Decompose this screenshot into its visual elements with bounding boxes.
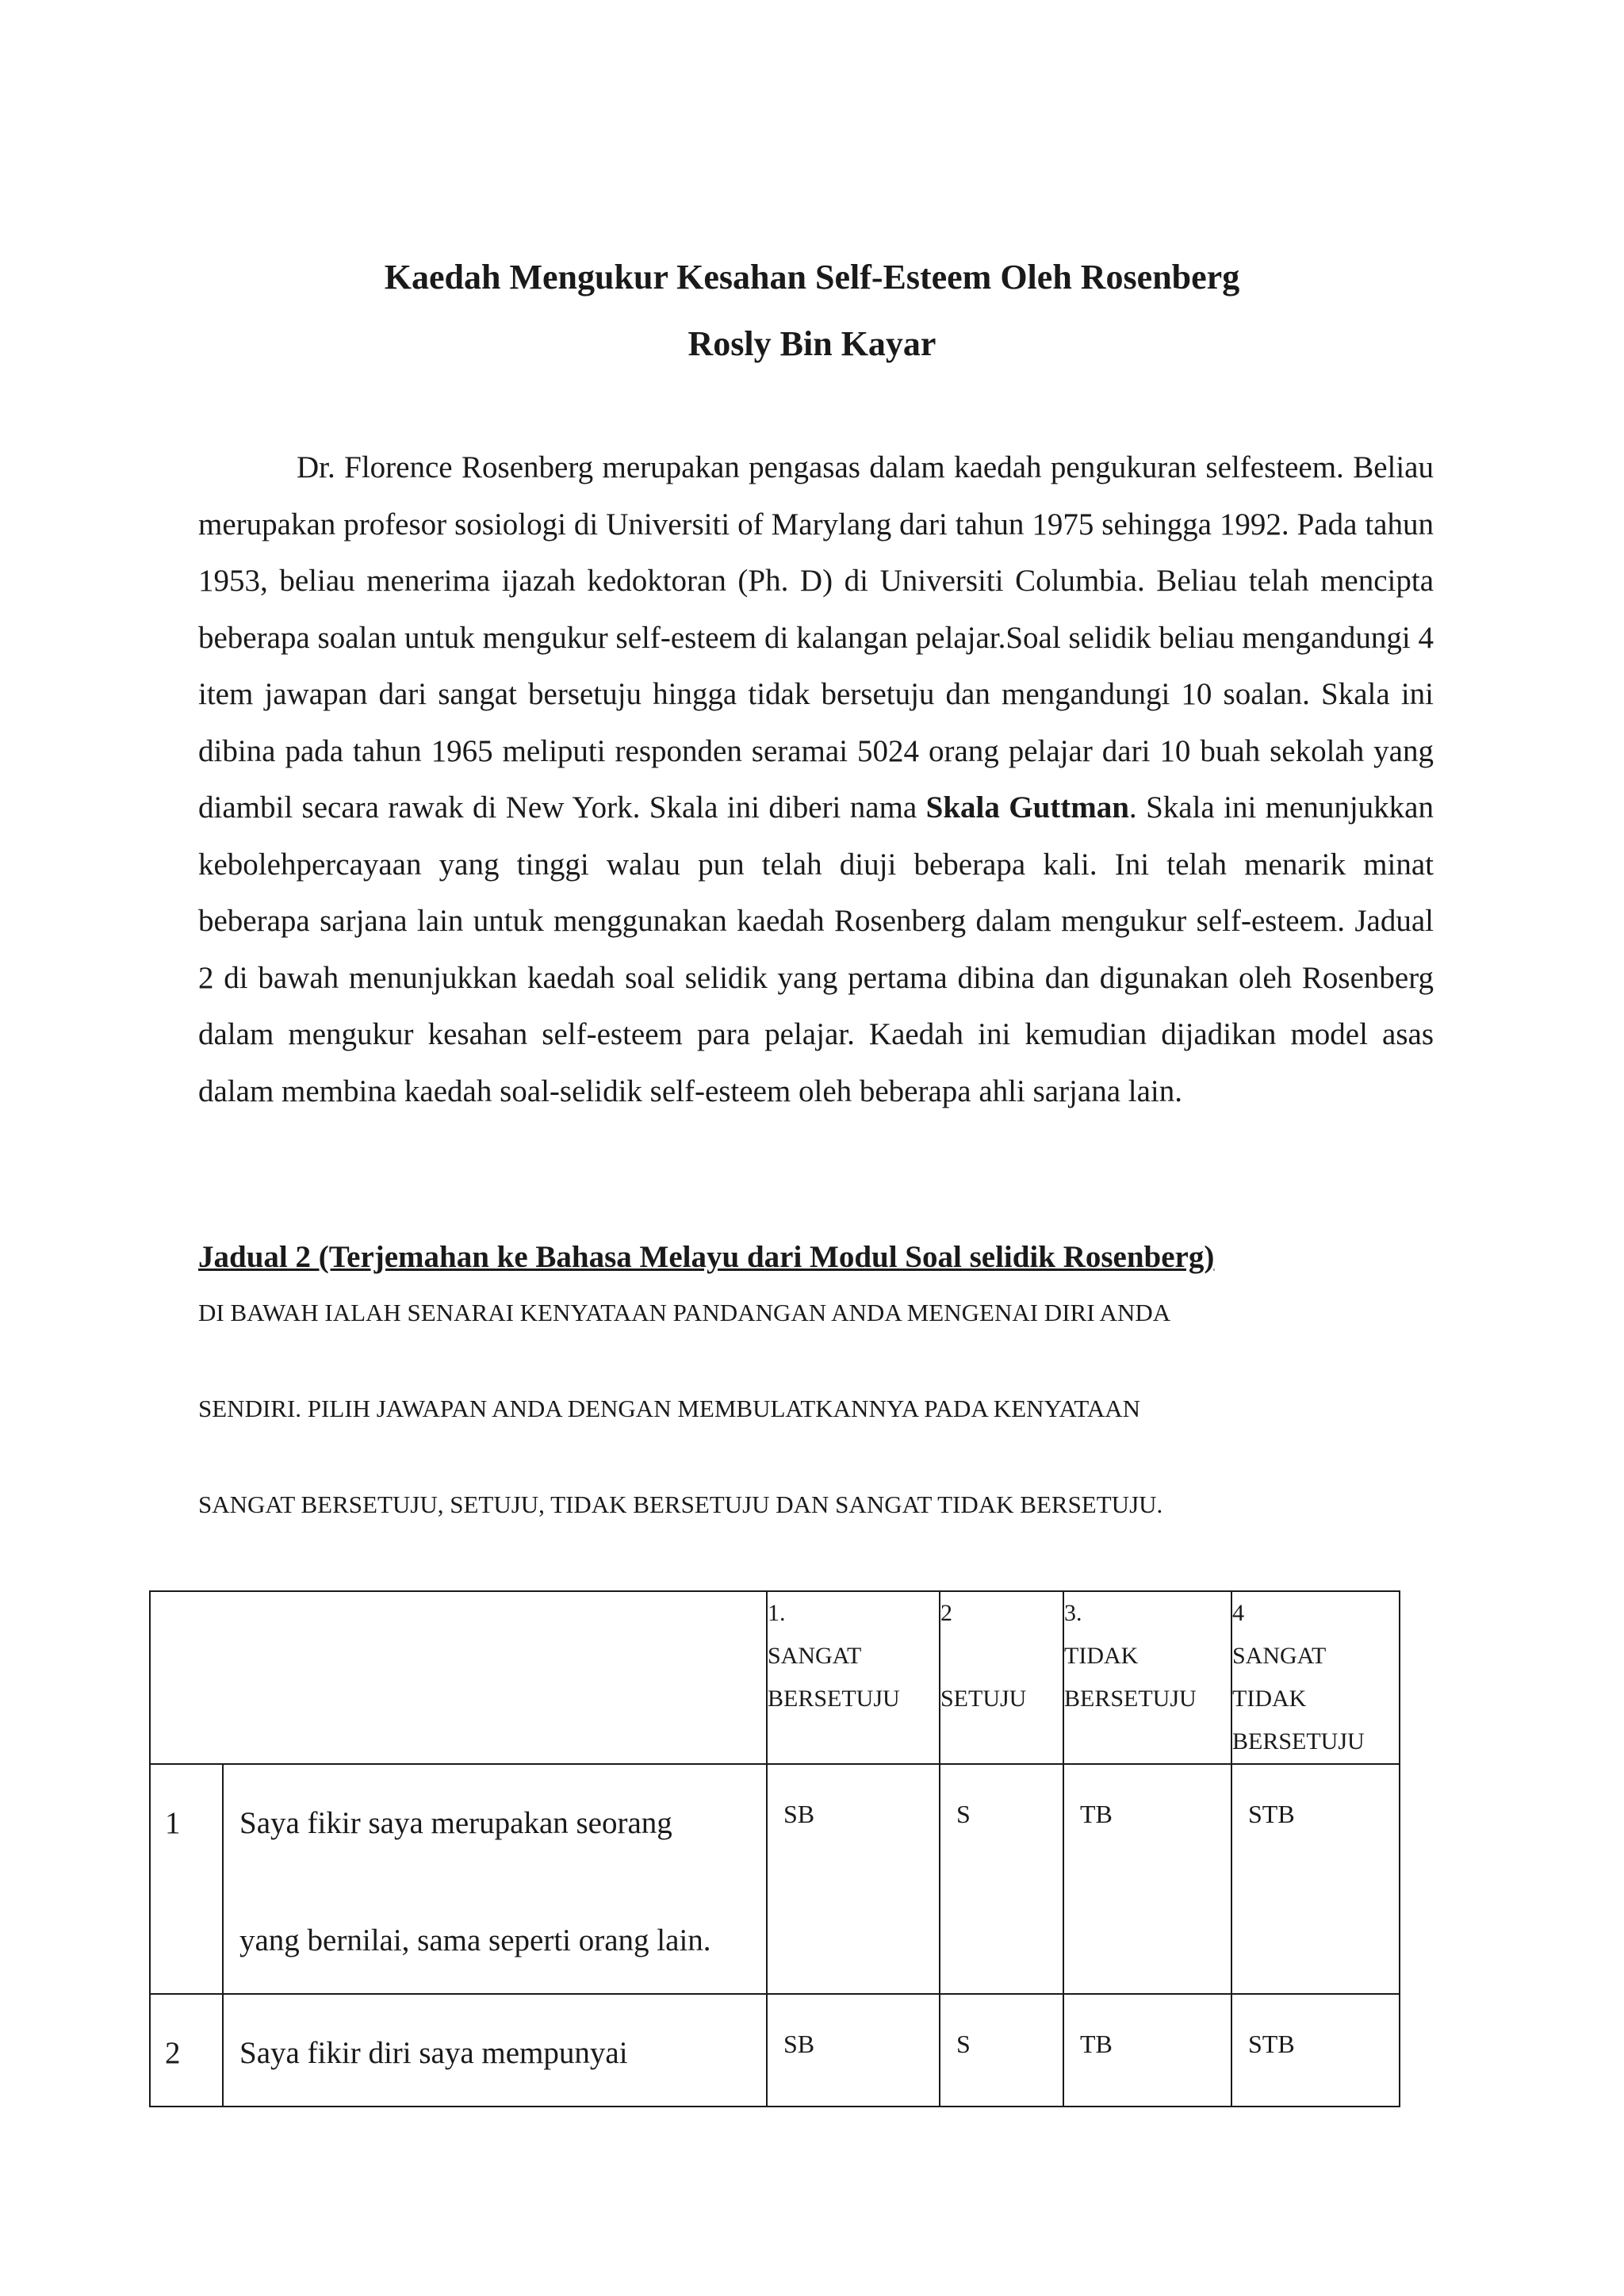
paragraph-text-part2: . Skala ini menunjukkan kebolehpercayaan yang tinggi walau pun telah diuji beberapa kali. Ini telah menarik minat beberapa sarjana lain untuk menggunakan kaedah Rosenberg dalam mengukur self-esteem. Jadual 2 di bawah menunjukkan kaedah soal selidik yang pertama dibina dan digunakan oleh Rosenberg dalam mengukur kesahan self-esteem para pelajar. Kaedah ini kemudian dijadikan model asas dalam membina kaedah soal-selidik self-esteem oleh beberapa ahli sarjana lain. bbox=[198, 790, 1434, 1108]
row-code-tb: TB bbox=[1063, 1994, 1231, 2107]
row-code-s: S bbox=[940, 1994, 1063, 2107]
row-code-stb: STB bbox=[1231, 1994, 1400, 2107]
instruction-line-2: SENDIRI. PILIH JAWAPAN ANDA DENGAN MEMBULATKANNYA PADA KENYATAAN bbox=[198, 1395, 1141, 1422]
row-number: 2 bbox=[150, 1994, 223, 2107]
row-code-sb: SB bbox=[767, 1764, 940, 1994]
table-heading: Jadual 2 (Terjemahan ke Bahasa Melayu dari Modul Soal selidik Rosenberg) bbox=[198, 1240, 1215, 1274]
document-title: Kaedah Mengukur Kesahan Self-Esteem Oleh Rosenberg bbox=[384, 258, 1240, 297]
header-cell-sangat-bersetuju: 1. SANGAT BERSETUJU bbox=[767, 1591, 940, 1764]
header-cell-tidak-bersetuju: 3. TIDAK BERSETUJU bbox=[1063, 1591, 1231, 1764]
row-statement: Saya fikir saya merupakan seorang yang bernilai, sama seperti orang lain. bbox=[223, 1764, 767, 1994]
table-header-row bbox=[150, 1591, 1400, 1764]
header-empty-cell bbox=[150, 1591, 767, 1764]
survey-table bbox=[149, 1590, 1400, 2107]
row-statement: Saya fikir diri saya mempunyai bbox=[223, 1994, 767, 2107]
instruction-line-3: SANGAT BERSETUJU, SETUJU, TIDAK BERSETUJU DAN SANGAT TIDAK BERSETUJU. bbox=[198, 1490, 1163, 1518]
header-cell-setuju: 2 SETUJU bbox=[940, 1591, 1063, 1764]
table-row bbox=[150, 1764, 1400, 1994]
instruction-line-1: DI BAWAH IALAH SENARAI KENYATAAN PANDANGAN ANDA MENGENAI DIRI ANDA bbox=[198, 1299, 1171, 1326]
paragraph-text-part1: Dr. Florence Rosenberg merupakan pengasas dalam kaedah pengukuran selfesteem. Beliau merupakan profesor sosiologi di Universiti of Marylang dari tahun 1975 sehingga 1992. Pada tahun 1953, beliau menerima ijazah kedoktoran (Ph. D) di Universiti Columbia. Beliau telah mencipta beberapa soalan untuk mengukur self-esteem di kalangan pelajar.Soal selidik beliau mengandungi 4 item jawapan dari sangat bersetuju hingga tidak bersetuju dan mengandungi 10 soalan. Skala ini dibina pada tahun 1965 meliputi responden seramai 5024 orang pelajar dari 10 buah sekolah yang diambil secara rawak di New York. Skala ini diberi nama bbox=[198, 450, 1434, 825]
paragraph-bold-term: Skala Guttman bbox=[925, 790, 1129, 825]
row-code-tb: TB bbox=[1063, 1764, 1231, 1994]
row-code-stb: STB bbox=[1231, 1764, 1400, 1994]
body-paragraph bbox=[198, 439, 1434, 1119]
document-author: Rosly Bin Kayar bbox=[688, 324, 936, 363]
header-cell-sangat-tidak-bersetuju: 4 SANGAT TIDAK BERSETUJU bbox=[1231, 1591, 1400, 1764]
row-number: 1 bbox=[150, 1764, 223, 1994]
row-code-s: S bbox=[940, 1764, 1063, 1994]
row-code-sb: SB bbox=[767, 1994, 940, 2107]
table-row bbox=[150, 1994, 1400, 2107]
